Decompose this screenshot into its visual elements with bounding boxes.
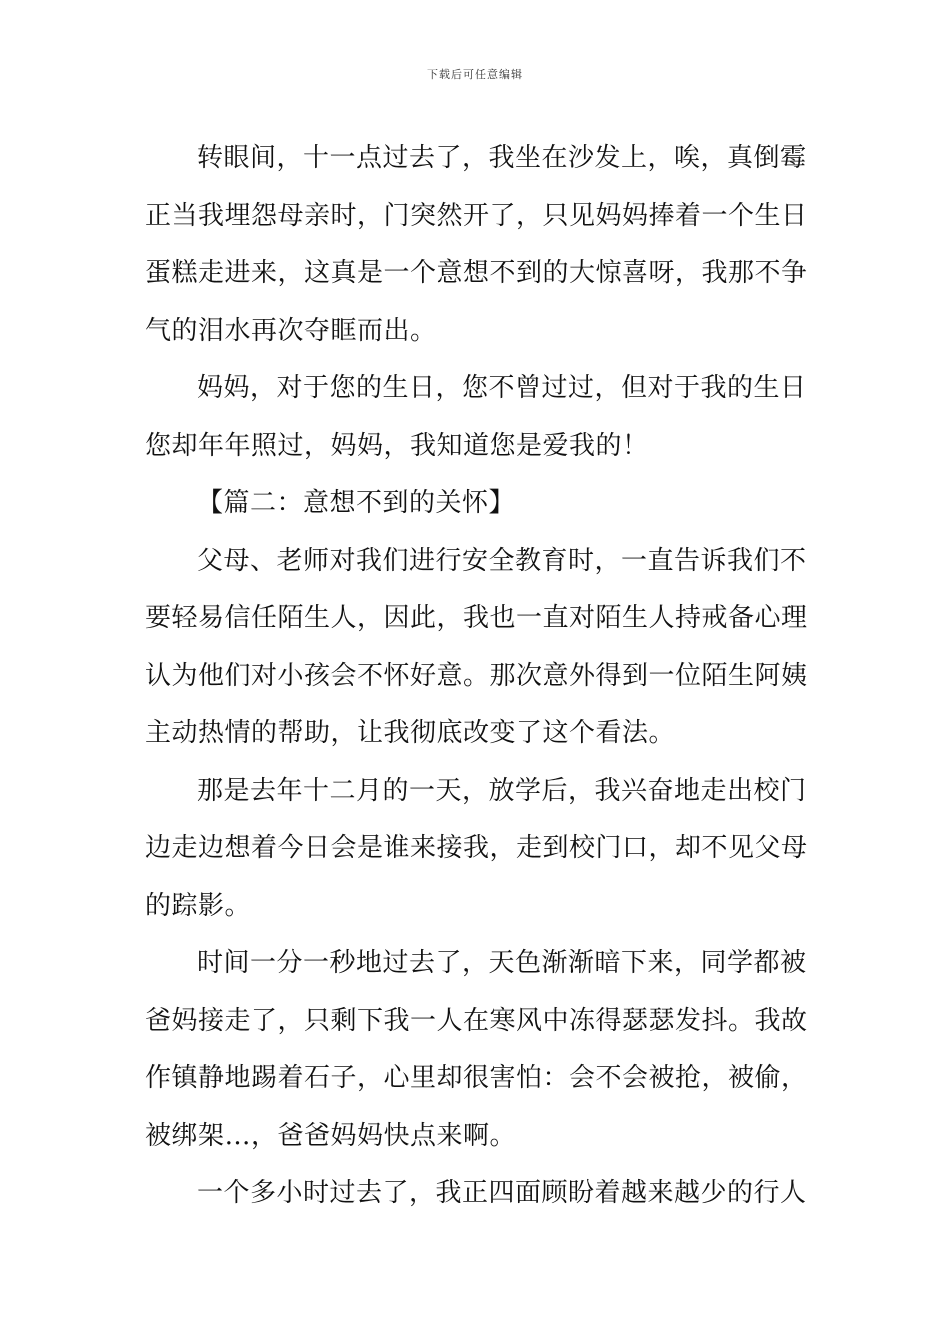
page-header: 下载后可任意编辑 [427,68,523,81]
document-body [145,130,810,1223]
paragraph-line: 妈妈，对于您的生日，您不曾过过，但对于我的生日 [197,373,807,403]
paragraph-line: 蛋糕走进来，这真是一个意想不到的大惊喜呀，我那不争 [145,258,808,288]
paragraph-line: 一个多小时过去了，我正四面顾盼着越来越少的行人 [197,1178,807,1208]
paragraph-line: 那是去年十二月的一天，放学后，我兴奋地走出校门 [197,775,807,806]
paragraph-line: 爸妈接走了，只剩下我一人在寒风中冻得瑟瑟发抖。我故 [145,1005,808,1036]
paragraph-line: 气的泪水再次夺眶而出。 [145,315,437,346]
paragraph-line: 要轻易信任陌生人，因此，我也一直对陌生人持戒备心理 [145,603,808,633]
paragraph-line: 转眼间，十一点过去了，我坐在沙发上，唉，真倒霉 [197,143,807,173]
paragraph-line: 的踪影。 [145,890,252,921]
paragraph-line: 主动热情的帮助，让我彻底改变了这个看法。 [145,718,676,748]
paragraph-line: 作镇静地踢着石子，心里却很害怕：会不会被抢，被偷， [145,1063,808,1093]
paragraph-line: 认为他们对小孩会不怀好意。那次意外得到一位陌生阿姨 [145,660,808,691]
paragraph-line: 您却年年照过，妈妈，我知道您是爱我的！ [145,430,649,461]
paragraph-line: 正当我埋怨母亲时，门突然开了，只见妈妈捧着一个生日 [145,200,808,231]
paragraph-line: 父母、老师对我们进行安全教育时，一直告诉我们不 [197,545,807,576]
paragraph-line: 边走边想着今日会是谁来接我，走到校门口，却不见父母 [145,833,808,863]
section-heading: 【篇二：意想不到的关怀】 [197,488,516,518]
paragraph-line: 被绑架…，爸爸妈妈快点来啊。 [145,1120,517,1151]
paragraph-line: 时间一分一秒地过去了，天色渐渐暗下来，同学都被 [197,948,807,978]
